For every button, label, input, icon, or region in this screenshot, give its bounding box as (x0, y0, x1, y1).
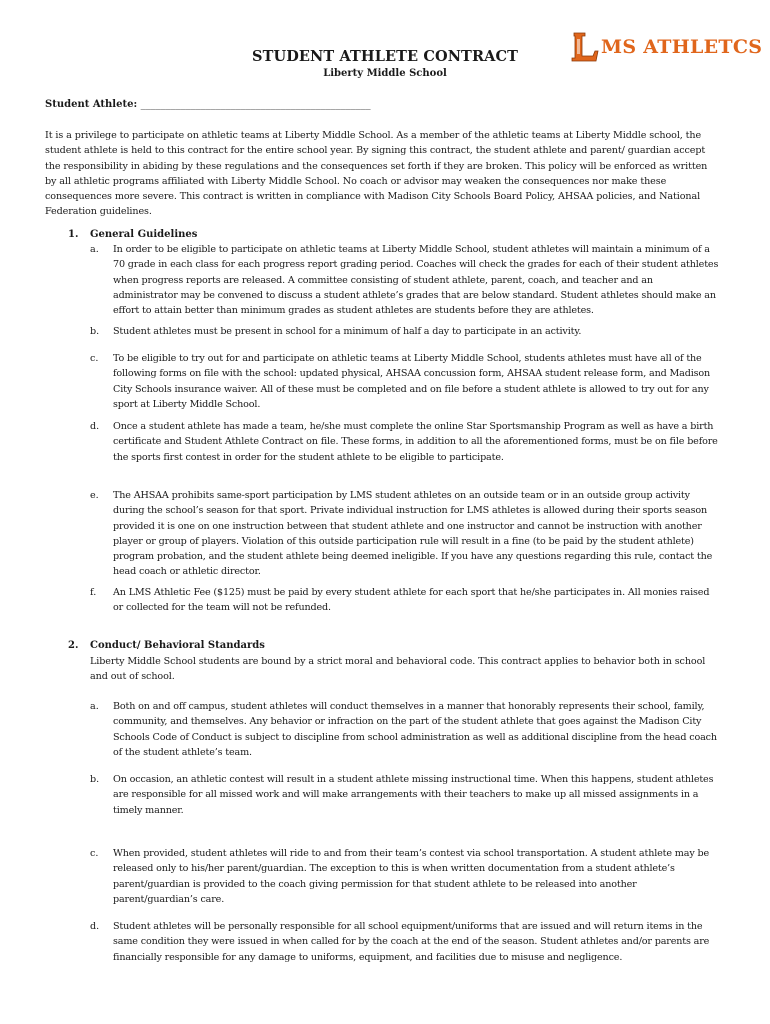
section-1-heading: General Guidelines (90, 229, 198, 240)
logo-text: MS ATHLETCS (601, 36, 763, 58)
item-letter: d. (90, 921, 100, 932)
section-2-intro: Liberty Middle School students are bound by a strict moral and behavioral code. This contract applies to behavior both in school and out of school. (90, 656, 706, 683)
item-letter: d. (90, 421, 100, 432)
school-name: Liberty Middle School (323, 68, 447, 79)
student-athlete-field (45, 99, 371, 110)
item-text: In order to be eligible to participate on athletic teams at Liberty Middle School, student athletes will maintain a minimum of a 70 grade in each class for each progress report grading period. Coaches will check the grades for each of their student athletes when progress reports are released. A committee consisting of student athlete, parent, coach, and teacher and an administrator may be convened to discuss a student athlete’s grades that are below standard. Student athletes should make an effort to attain better than minimum grades as student athletes are students before they are athletes. (113, 244, 719, 317)
item-text: Student athletes will be personally responsible for all school equipment/uniforms that are issued and will return items in the same condition they were issued in when called for by the coach at the end of the season. Student athletes and/or parents are financially responsible for any damage to uniforms, equipment, and facilities due to misuse and negligence. (113, 921, 710, 963)
item-letter: f. (90, 587, 97, 598)
section-1-number: 1. (68, 229, 79, 240)
item-letter: b. (90, 774, 100, 785)
item-letter: e. (90, 490, 99, 501)
item-text: To be eligible to try out for and participate on athletic teams at Liberty Middle School, students athletes must have all of the following forms on file with the school: updated physical, AHSAA concussion form, AHSAA student release form, and Madison City Schools insurance waiver. All of these must be completed and on file before a student athlete is allowed to try out for any sport at Liberty Middle School. (113, 353, 711, 410)
item-text: An LMS Athletic Fee ($125) must be paid by every student athlete for each sport that he/she participates in. All monies raised or collected for the team will not be refunded. (113, 587, 710, 614)
intro-paragraph: It is a privilege to participate on athletic teams at Liberty Middle School. As a member of the athletic teams at Liberty Middle school, the student athlete is held to this contract for the entire school year. By signing this contract, the student athlete and parent/ guardian accept the responsibility in abiding by these regulations and the consequences set forth if they are broken. This policy will be enforced as written by all athletic programs affiliated with Liberty Middle School. No coach or advisor may weaken the consequences nor make these consequences more severe. This contract is written in compliance with Madison City Schools Board Policy, AHSAA policies, and National Federation guidelines. (45, 130, 708, 218)
student-athlete-label: Student Athlete: (45, 99, 138, 110)
item-text: On occasion, an athletic contest will result in a student athlete missing instructional time. When this happens, student athletes are responsible for all missed work and will make arrangements with their teachers to make up all missed assignments in a timely manner. (113, 774, 714, 816)
item-letter: c. (90, 848, 99, 859)
item-text: Once a student athlete has made a team, he/she must complete the online Star Sportsmanship Program as well as have a birth certificate and Student Athlete Contract on file. These forms, in addition to all the aforementioned forms, must be on file before the sports first contest in order for the student athlete to be eligible to participate. (113, 421, 718, 463)
section-2-number: 2. (68, 640, 79, 651)
item-text: Both on and off campus, student athletes will conduct themselves in a manner that honorably represents their school, family, community, and themselves. Any behavior or infraction on the part of the student athlete that goes against the Madison City Schools Code of Conduct is subject to discipline from school administration as well as additional discipline from the head coach of the student athlete’s team. (113, 701, 717, 758)
item-letter: b. (90, 326, 100, 337)
student-athlete-blank-line: ______________________________________________ (140, 99, 371, 110)
section-2-heading: Conduct/ Behavioral Standards (90, 640, 265, 651)
item-letter: a. (90, 701, 99, 712)
page-title: STUDENT ATHLETE CONTRACT (252, 48, 518, 65)
item-letter: a. (90, 244, 99, 255)
item-text: The AHSAA prohibits same-sport participation by LMS student athletes on an outside team or in an outside group activity during the school’s season for that sport. Private individual instruction for LMS athletes is allowed during their sports season provided it is one on one instruction between that student athlete and one instructor and cannot be instruction with another player or group of players. Violation of this outside participation rule will result in a fine (to be paid by the student athlete) program probation, and the student athlete being deemed ineligible. If you have any questions regarding this rule, contact the head coach or athletic director. (113, 490, 713, 578)
item-text: When provided, student athletes will ride to and from their team’s contest via school transportation. A student athlete may be released only to his/her parent/guardian. The exception to this is when written documentation from a student athlete’s parent/guardian is provided to the coach giving permission for that student athlete to be released into another parent/guardian’s care. (113, 848, 710, 905)
item-letter: c. (90, 353, 99, 364)
item-text: Student athletes must be present in school for a minimum of half a day to participate in an activity. (113, 326, 582, 337)
